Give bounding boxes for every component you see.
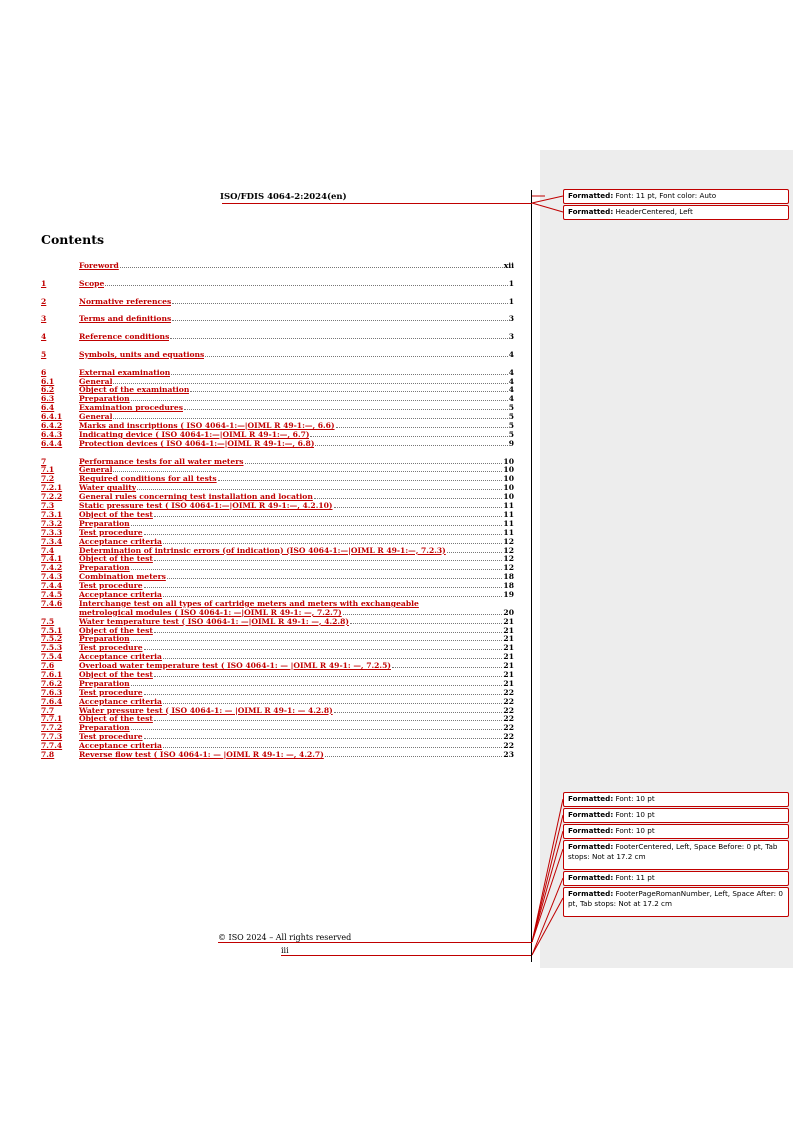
toc-leader-dots xyxy=(315,445,507,446)
toc-entry-number: 6.2 xyxy=(41,385,55,395)
toc-leader-dots xyxy=(120,267,503,268)
document-header: ISO/FDIS 4064-2:2024(en) xyxy=(220,192,347,202)
toc-entry-page: 5 xyxy=(508,429,514,439)
toc-entry-number: 7.4.1 xyxy=(41,554,63,564)
toc-entry-page: 21 xyxy=(503,643,514,653)
comment-label: Formatted: xyxy=(568,191,614,200)
toc-entry-number: 7.2 xyxy=(41,474,55,484)
toc-leader-dots xyxy=(131,569,503,570)
toc-leader-dots xyxy=(154,560,503,561)
toc-entry-page: 9 xyxy=(508,438,514,448)
toc-entry-number: 7.7.1 xyxy=(41,714,63,724)
toc-entry[interactable] xyxy=(41,547,514,556)
toc-entry-page: 23 xyxy=(503,749,514,759)
toc-entry[interactable] xyxy=(41,484,514,493)
toc-entry-number: 7.3.1 xyxy=(41,509,63,519)
toc-entry-page: 22 xyxy=(503,732,514,742)
toc-leader-dots xyxy=(325,756,503,757)
toc-entry[interactable] xyxy=(41,653,514,662)
toc-entry-page: 3 xyxy=(508,332,514,342)
toc-entry-page: 22 xyxy=(503,723,514,733)
toc-entry[interactable] xyxy=(41,511,514,520)
toc-entry-title[interactable]: Overload water temperature test ( ISO 4064-1: — |OIML R 49-1: —, 7.2.5) xyxy=(79,662,391,671)
toc-leader-dots xyxy=(343,614,503,615)
comment-text: Font: 10 pt xyxy=(613,826,655,835)
toc-leader-dots xyxy=(167,578,503,579)
toc-entry[interactable] xyxy=(41,351,514,360)
toc-leader-dots xyxy=(163,596,502,597)
toc-entry[interactable] xyxy=(41,404,514,413)
formatting-comment-balloon[interactable] xyxy=(563,792,789,807)
toc-leader-dots xyxy=(131,685,503,686)
toc-entry-number: 7.1 xyxy=(41,465,55,475)
toc-entry[interactable] xyxy=(41,262,514,271)
toc-entry-title[interactable]: Water pressure test ( ISO 4064-1: — |OIML R 49-1: — 4.2.8) xyxy=(79,706,333,715)
footer-revision-underline xyxy=(218,942,532,943)
comment-text: FooterCentered, Left, Space Before: 0 pt, Tab stops: Not at 17.2 cm xyxy=(568,842,778,861)
toc-entry-number: 7.2.2 xyxy=(41,492,63,502)
toc-entry-title[interactable]: Acceptance criteria xyxy=(79,697,162,706)
toc-entry-page: 11 xyxy=(503,501,514,511)
toc-entry-number: 7.6 xyxy=(41,661,55,671)
toc-entry[interactable] xyxy=(41,413,514,422)
toc-leader-dots xyxy=(131,525,503,526)
toc-leader-dots xyxy=(314,498,503,499)
toc-entry-title[interactable]: Scope xyxy=(79,279,105,288)
toc-entry-page: 11 xyxy=(503,527,514,537)
toc-entry-title[interactable]: Performance tests for all water meters xyxy=(79,457,244,466)
toc-entry[interactable] xyxy=(41,520,514,529)
toc-entry-title[interactable]: Indicating device ( ISO 4064-1:—|OIML R 49-1:—, 6.7) xyxy=(79,430,310,439)
toc-entry-title[interactable]: Terms and definitions xyxy=(79,315,172,324)
toc-entry[interactable] xyxy=(41,386,514,395)
toc-entry-page: 4 xyxy=(508,367,514,377)
toc-entry-page: 1 xyxy=(508,296,514,306)
toc-entry[interactable] xyxy=(41,493,514,502)
toc-entry-number: 7.5.4 xyxy=(41,652,63,662)
toc-leader-dots xyxy=(154,516,503,517)
toc-entry-title[interactable]: Preparation xyxy=(79,395,130,404)
toc-entry-number: 7.4.4 xyxy=(41,581,63,591)
comment-label: Formatted: xyxy=(568,794,614,803)
toc-entry-number: 7.6.2 xyxy=(41,678,63,688)
toc-leader-dots xyxy=(336,427,508,428)
toc-entry-title[interactable]: Symbols, units and equations xyxy=(79,350,205,359)
header-revision-underline xyxy=(222,203,532,204)
formatting-comment-balloon[interactable] xyxy=(563,840,789,870)
toc-entry-page: 10 xyxy=(503,492,514,502)
toc-leader-dots xyxy=(113,418,507,419)
toc-leader-dots xyxy=(113,471,502,472)
footer-page-number: iii xyxy=(281,946,289,955)
toc-entry[interactable] xyxy=(41,431,514,440)
toc-leader-dots xyxy=(163,658,502,659)
toc-leader-dots xyxy=(154,632,503,633)
toc-entry-page: 12 xyxy=(503,536,514,546)
toc-entry-number: 7.3.2 xyxy=(41,518,63,528)
toc-entry-number: 7.3.3 xyxy=(41,527,63,537)
toc-entry-title[interactable]: General xyxy=(79,413,113,422)
toc-entry-title[interactable]: Object of the test xyxy=(79,715,153,724)
toc-entry-title[interactable]: General rules concerning test installation and location xyxy=(79,493,313,502)
toc-leader-dots xyxy=(137,489,502,490)
toc-entry-title[interactable]: Combination meters xyxy=(79,573,166,582)
toc-entry[interactable] xyxy=(41,440,514,449)
toc-entry-number: 7.7.2 xyxy=(41,723,63,733)
toc-leader-dots xyxy=(334,507,503,508)
toc-entry-page: 5 xyxy=(508,412,514,422)
toc-entry-page: 20 xyxy=(503,607,514,617)
toc-entry-page: 18 xyxy=(503,572,514,582)
toc-entry-number: 2 xyxy=(41,296,47,306)
toc-entry[interactable] xyxy=(41,742,514,751)
toc-entry[interactable] xyxy=(41,280,514,289)
contents-heading: Contents xyxy=(41,232,105,247)
comment-text: FooterPageRomanNumber, Left, Space After: 0 pt, Tab stops: Not at 17.2 cm xyxy=(568,889,783,908)
toc-entry-page: 22 xyxy=(503,705,514,715)
toc-entry-number: 7.6.1 xyxy=(41,669,63,679)
toc-entry-number: 7.5.3 xyxy=(41,643,63,653)
toc-entry[interactable] xyxy=(41,680,514,689)
comment-label: Formatted: xyxy=(568,207,614,216)
toc-entry-title[interactable]: External examination xyxy=(79,368,171,377)
toc-entry[interactable] xyxy=(41,689,514,698)
toc-entry-title[interactable]: Required conditions for all tests xyxy=(79,475,217,484)
toc-entry-title[interactable]: Water temperature test ( ISO 4064-1: —|OIML R 49-1: —, 4.2.8) xyxy=(79,617,349,626)
toc-entry[interactable] xyxy=(41,635,514,644)
toc-entry-title[interactable]: Reference conditions xyxy=(79,333,170,342)
toc-entry-page: 10 xyxy=(503,474,514,484)
toc-entry-title[interactable]: General xyxy=(79,466,113,475)
toc-entry-number: 6.4.1 xyxy=(41,412,63,422)
toc-leader-dots xyxy=(144,587,503,588)
toc-entry-number: 7.4 xyxy=(41,545,55,555)
toc-entry-page: 5 xyxy=(508,403,514,413)
toc-entry-number: 6.3 xyxy=(41,394,55,404)
toc-entry-title[interactable]: Static pressure test ( ISO 4064-1:—|OIML R 49-1:—, 4.2.10) xyxy=(79,502,333,511)
toc-entry[interactable] xyxy=(41,298,514,307)
toc-entry-title[interactable]: Examination procedures xyxy=(79,404,183,413)
toc-entry-number: 3 xyxy=(41,314,47,324)
toc-entry-page: 4 xyxy=(508,385,514,395)
toc-entry-title[interactable]: Preparation xyxy=(79,519,130,528)
toc-entry-title[interactable]: Acceptance criteria xyxy=(79,537,162,546)
toc-entry-page: 11 xyxy=(503,509,514,519)
toc-entry[interactable] xyxy=(41,378,514,387)
toc-entry-title[interactable]: Test procedure xyxy=(79,644,143,653)
toc-entry-number: 7.6.4 xyxy=(41,696,63,706)
toc-entry-page: 4 xyxy=(508,349,514,359)
toc-leader-dots xyxy=(334,712,503,713)
toc-entry-page: 21 xyxy=(503,616,514,626)
toc-entry[interactable] xyxy=(41,529,514,538)
toc-entry-number: 6.4.3 xyxy=(41,429,63,439)
toc-entry-number: 7.8 xyxy=(41,749,55,759)
toc-leader-dots xyxy=(144,694,503,695)
formatting-comment-balloon[interactable] xyxy=(563,824,789,839)
toc-leader-dots xyxy=(113,383,507,384)
toc-leader-dots xyxy=(163,703,502,704)
toc-entry-page: 10 xyxy=(503,483,514,493)
toc-entry[interactable] xyxy=(41,475,514,484)
toc-entry-title[interactable]: Determination of intrinsic errors (of indication) (ISO 4064-1:—|OIML R 49-1:—, 7.2.3) xyxy=(79,546,446,555)
toc-entry-page: 12 xyxy=(503,554,514,564)
toc-entry-page: 21 xyxy=(503,661,514,671)
toc-entry[interactable] xyxy=(41,698,514,707)
toc-entry-title[interactable]: Protection devices ( ISO 4064-1:—|OIML R 49-1:—, 6.8) xyxy=(79,439,315,448)
toc-entry[interactable] xyxy=(41,564,514,573)
toc-leader-dots xyxy=(131,729,503,730)
toc-leader-dots xyxy=(172,320,507,321)
comment-text: Font: 10 pt xyxy=(613,810,655,819)
toc-entry-page: 3 xyxy=(508,314,514,324)
toc-entry-title[interactable]: metrological modules ( ISO 4064-1: —|OIML R 49-1: —, 7.2.7) xyxy=(79,608,342,617)
toc-entry[interactable] xyxy=(41,733,514,742)
toc-entry-number: 7.4.2 xyxy=(41,563,63,573)
toc-entry-page: 22 xyxy=(503,696,514,706)
toc-leader-dots xyxy=(205,356,507,357)
formatting-comment-balloon[interactable] xyxy=(563,887,789,917)
comment-text: HeaderCentered, Left xyxy=(613,207,693,216)
toc-entry-page: 10 xyxy=(503,465,514,475)
toc-entry[interactable] xyxy=(41,618,514,627)
toc-entry-title[interactable]: Preparation xyxy=(79,679,130,688)
toc-entry-number: 7.7.3 xyxy=(41,732,63,742)
toc-entry-title[interactable]: General xyxy=(79,377,113,386)
toc-entry-number: 7.4.5 xyxy=(41,589,63,599)
comment-text: Font: 11 pt xyxy=(613,873,655,882)
toc-entry[interactable] xyxy=(41,422,514,431)
toc-leader-dots xyxy=(172,303,507,304)
toc-entry-page: 12 xyxy=(503,563,514,573)
toc-entry-page: 22 xyxy=(503,741,514,751)
toc-entry-title[interactable]: Test procedure xyxy=(79,582,143,591)
toc-entry-title[interactable]: Preparation xyxy=(79,724,130,733)
toc-entry-number: 4 xyxy=(41,332,47,342)
toc-entry[interactable] xyxy=(41,315,514,324)
toc-entry[interactable] xyxy=(41,724,514,733)
toc-entry[interactable] xyxy=(41,662,514,671)
toc-leader-dots xyxy=(392,667,502,668)
toc-entry[interactable] xyxy=(41,333,514,342)
toc-entry-number: 7.2.1 xyxy=(41,483,63,493)
toc-entry-number: 7.6.3 xyxy=(41,687,63,697)
toc-entry[interactable] xyxy=(41,502,514,511)
toc-entry[interactable] xyxy=(41,458,514,467)
toc-entry-number: 7.5 xyxy=(41,616,55,626)
formatting-comment-balloon[interactable] xyxy=(563,871,789,886)
toc-entry-number: 6.4.2 xyxy=(41,421,63,431)
toc-leader-dots xyxy=(350,623,502,624)
formatting-comment-balloon[interactable] xyxy=(563,808,789,823)
toc-entry[interactable] xyxy=(41,466,514,475)
toc-entry-title[interactable]: Acceptance criteria xyxy=(79,590,162,599)
toc-entry[interactable] xyxy=(41,591,514,600)
toc-entry-page: 21 xyxy=(503,625,514,635)
toc-entry[interactable] xyxy=(41,671,514,680)
comment-label: Formatted: xyxy=(568,810,614,819)
comment-text: Font: 11 pt, Font color: Auto xyxy=(613,191,717,200)
toc-entry-number: 7.3 xyxy=(41,501,55,511)
toc-entry-page: 22 xyxy=(503,714,514,724)
toc-entry-page: 10 xyxy=(503,456,514,466)
toc-entry-page: 21 xyxy=(503,634,514,644)
toc-entry-number: 1 xyxy=(41,278,47,288)
toc-entry-number: 7.5.1 xyxy=(41,625,63,635)
toc-entry-title[interactable]: Interchange test on all types of cartridge meters and meters with exchangeable xyxy=(79,599,419,608)
toc-entry-title[interactable]: Reverse flow test ( ISO 4064-1: — |OIML R 49-1: —, 4.2.7) xyxy=(79,750,324,759)
toc-entry-title[interactable]: Acceptance criteria xyxy=(79,742,162,751)
toc-entry[interactable] xyxy=(41,707,514,716)
toc-entry-title[interactable]: Test procedure xyxy=(79,528,143,537)
toc-leader-dots xyxy=(105,285,507,286)
toc-leader-dots xyxy=(218,480,503,481)
toc-entry-title[interactable]: Normative references xyxy=(79,297,172,306)
toc-entry-page: xii xyxy=(503,261,514,270)
toc-entry-title[interactable]: Preparation xyxy=(79,564,130,573)
toc-leader-dots xyxy=(163,747,502,748)
toc-entry[interactable] xyxy=(41,555,514,564)
toc-entry-page: 4 xyxy=(508,394,514,404)
toc-entry-page: 19 xyxy=(503,589,514,599)
toc-entry-title[interactable]: Object of the test xyxy=(79,670,153,679)
toc-entry-page: 4 xyxy=(508,376,514,386)
toc-entry-title[interactable]: Test procedure xyxy=(79,688,143,697)
toc-entry-number: 7 xyxy=(41,456,47,466)
toc-entry[interactable] xyxy=(41,627,514,636)
toc-entry-title[interactable]: Preparation xyxy=(79,635,130,644)
toc-entry-number: 7.3.4 xyxy=(41,536,63,546)
comment-label: Formatted: xyxy=(568,889,614,898)
toc-entry-number: 7.7 xyxy=(41,705,55,715)
toc-leader-dots xyxy=(163,543,502,544)
toc-entry-title[interactable]: Marks and inscriptions ( ISO 4064-1:—|OIML R 49-1:—, 6.6) xyxy=(79,422,335,431)
comment-label: Formatted: xyxy=(568,826,614,835)
toc-entry-page: 21 xyxy=(503,669,514,679)
toc-leader-dots xyxy=(310,436,507,437)
footer-page-revision-underline xyxy=(281,955,531,956)
toc-entry-number: 5 xyxy=(41,349,47,359)
toc-entry-page: 1 xyxy=(508,278,514,288)
toc-entry-number: 6.4 xyxy=(41,403,55,413)
toc-leader-dots xyxy=(184,409,508,410)
toc-entry-page: 18 xyxy=(503,581,514,591)
toc-leader-dots xyxy=(144,738,503,739)
toc-entry-title[interactable]: Object of the examination xyxy=(79,386,190,395)
toc-entry-title[interactable]: Object of the test xyxy=(79,626,153,635)
toc-leader-dots xyxy=(131,400,508,401)
toc-leader-dots xyxy=(144,649,503,650)
toc-entry-page: 21 xyxy=(503,652,514,662)
toc-entry-page: 5 xyxy=(508,421,514,431)
toc-entry[interactable] xyxy=(41,751,514,760)
toc-entry[interactable] xyxy=(41,582,514,591)
comment-label: Formatted: xyxy=(568,842,614,851)
toc-entry-number: 6.1 xyxy=(41,376,55,386)
toc-leader-dots xyxy=(190,391,507,392)
toc-entry[interactable] xyxy=(41,538,514,547)
toc-entry-number: 6.4.4 xyxy=(41,438,63,448)
toc-entry[interactable] xyxy=(41,644,514,653)
toc-entry-page: 21 xyxy=(503,678,514,688)
toc-entry-page: 22 xyxy=(503,687,514,697)
toc-entry-number: 7.5.2 xyxy=(41,634,63,644)
toc-entry-title[interactable]: Object of the test xyxy=(79,555,153,564)
toc-entry-number: 6 xyxy=(41,367,47,377)
comment-label: Formatted: xyxy=(568,873,614,882)
toc-entry-title[interactable]: Object of the test xyxy=(79,510,153,519)
toc-entry-number: 7.7.4 xyxy=(41,741,63,751)
toc-entry[interactable] xyxy=(41,573,514,582)
toc-leader-dots xyxy=(131,640,503,641)
toc-entry-page: 11 xyxy=(503,518,514,528)
toc-entry-number: 7.4.6 xyxy=(41,598,63,608)
toc-leader-dots xyxy=(154,720,503,721)
table-of-contents xyxy=(41,262,514,760)
toc-entry-number: 7.4.3 xyxy=(41,572,63,582)
toc-entry[interactable] xyxy=(41,609,514,618)
toc-entry[interactable] xyxy=(41,715,514,724)
formatting-comment-balloon[interactable] xyxy=(563,189,789,204)
toc-entry-title[interactable]: Acceptance criteria xyxy=(79,653,162,662)
toc-leader-dots xyxy=(170,338,507,339)
toc-entry-title[interactable]: Water quality xyxy=(79,484,137,493)
toc-entry[interactable] xyxy=(41,395,514,404)
toc-leader-dots xyxy=(154,676,503,677)
toc-leader-dots xyxy=(144,534,503,535)
footer-copyright: © ISO 2024 – All rights reserved xyxy=(218,933,352,942)
page-margin-line xyxy=(531,190,532,962)
toc-entry-title[interactable]: Foreword xyxy=(79,262,119,270)
formatting-comment-balloon[interactable] xyxy=(563,205,789,220)
toc-leader-dots xyxy=(171,374,507,375)
toc-leader-dots xyxy=(447,552,503,553)
toc-entry-page: 12 xyxy=(503,545,514,555)
toc-entry[interactable] xyxy=(41,369,514,378)
toc-leader-dots xyxy=(245,463,503,464)
comment-text: Font: 10 pt xyxy=(613,794,655,803)
toc-entry[interactable] xyxy=(41,600,514,609)
toc-entry-title[interactable]: Test procedure xyxy=(79,733,143,742)
